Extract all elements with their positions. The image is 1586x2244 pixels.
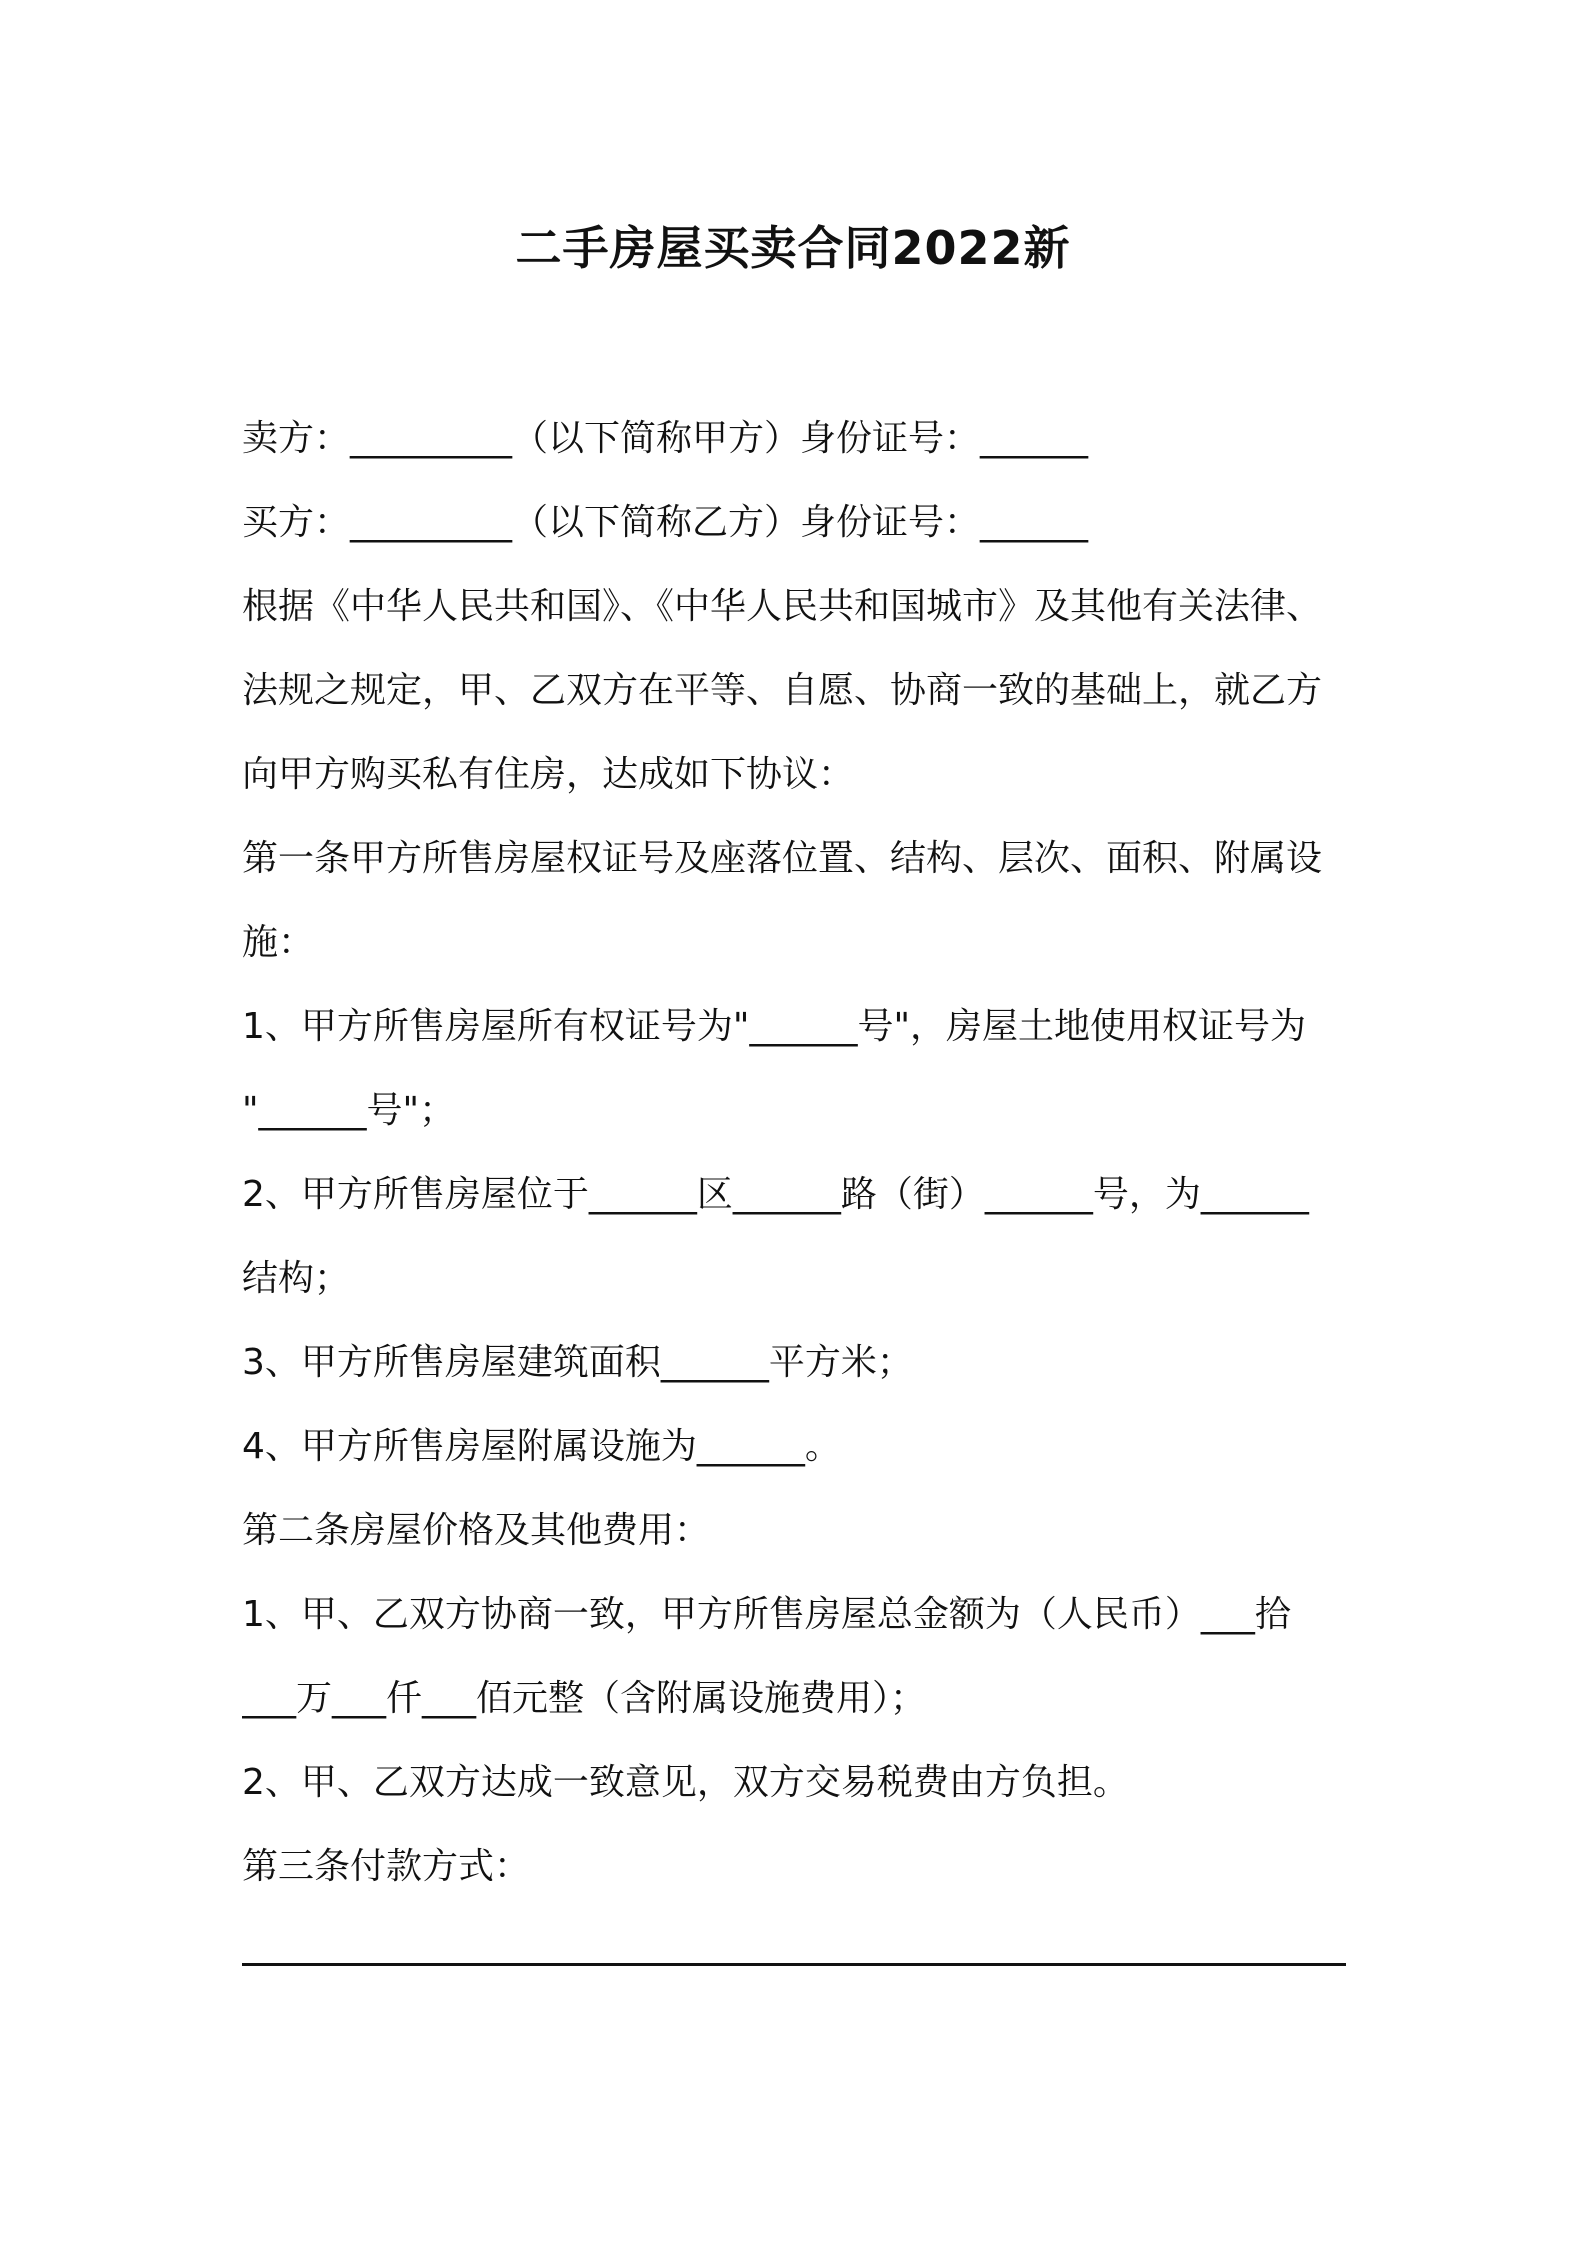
clause-line: 结构； — [242, 1258, 351, 1299]
clause-line: "______号"； — [242, 1090, 456, 1131]
paragraph-line: 法规之规定，甲、乙双方在平等、自愿、协商一致的基础上，就乙方 — [242, 670, 1323, 711]
clause-line: 2、甲、乙双方达成一致意见，双方交易税费由方负担。 — [242, 1762, 1129, 1803]
clause-line: 2、甲方所售房屋位于______区______路（街）______号，为______ — [242, 1174, 1309, 1215]
document-body — [242, 397, 1362, 1909]
clause-line: 3、甲方所售房屋建筑面积______平方米； — [242, 1342, 913, 1383]
paragraph-line: 向甲方购买私有住房，达成如下协议： — [242, 754, 855, 795]
article-1-heading: 第一条甲方所售房屋权证号及座落位置、结构、层次、面积、附属设 — [242, 838, 1323, 879]
article-1-heading-cont: 施： — [242, 922, 315, 963]
clause-line: 1、甲方所售房屋所有权证号为"______号"，房屋土地使用权证号为 — [242, 1006, 1307, 1047]
fill-in-blank-line — [242, 1963, 1346, 1966]
seller-line: 卖方：_________（以下简称甲方）身份证号：______ — [242, 418, 1089, 459]
article-3-heading: 第三条付款方式： — [242, 1846, 531, 1887]
clause-line: 1、甲、乙双方协商一致，甲方所售房屋总金额为（人民币）___拾 — [242, 1594, 1291, 1635]
document-title: 二手房屋买卖合同2022新 — [515, 221, 1071, 275]
buyer-line: 买方：_________（以下简称乙方）身份证号：______ — [242, 502, 1089, 543]
paragraph-line: 根据《中华人民共和国》、《中华人民共和国城市》及其他有关法律、 — [242, 586, 1323, 627]
clause-line: ___万___仟___佰元整（含附属设施费用）； — [242, 1678, 927, 1719]
article-2-heading: 第二条房屋价格及其他费用： — [242, 1510, 711, 1551]
clause-line: 4、甲方所售房屋附属设施为______。 — [242, 1426, 841, 1467]
